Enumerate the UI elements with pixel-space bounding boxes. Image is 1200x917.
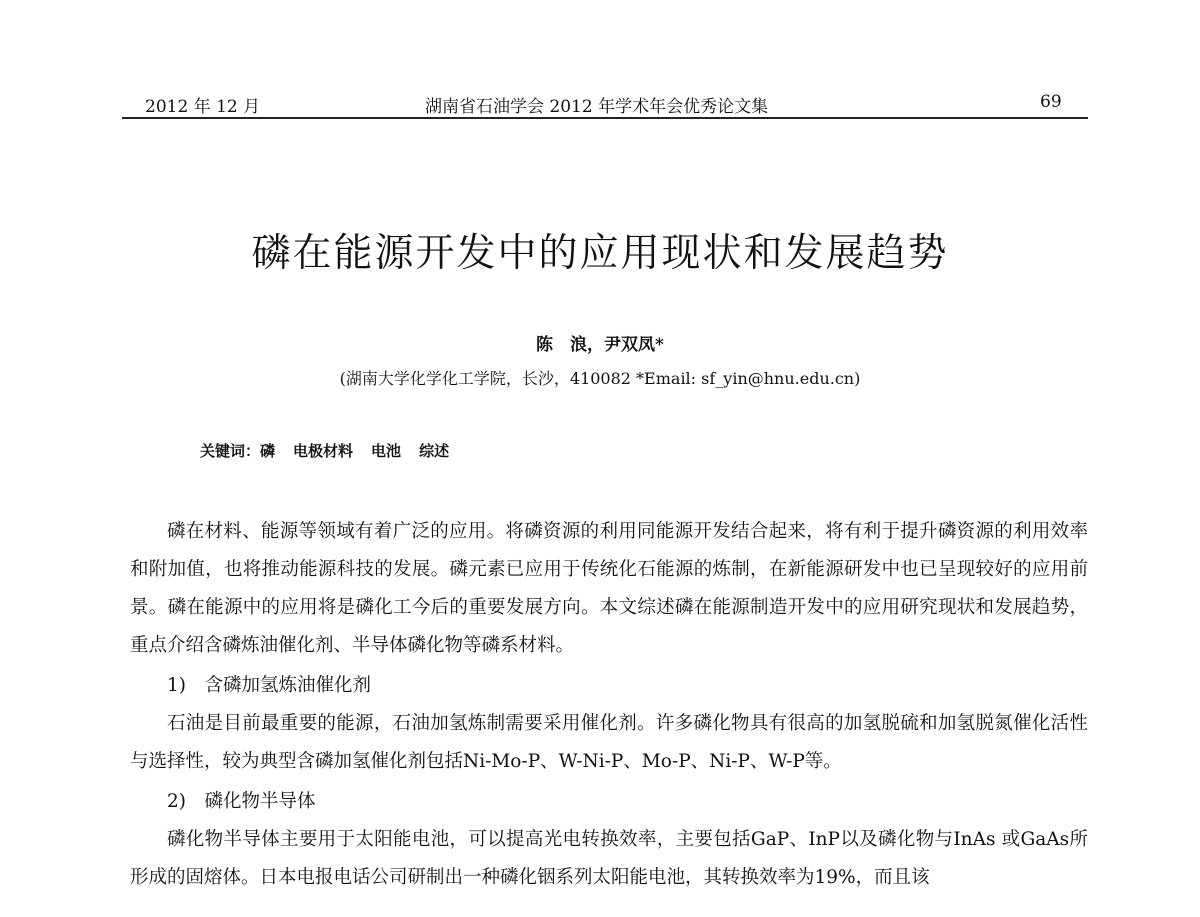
page-number: 69 <box>1040 92 1062 112</box>
paragraph-catalyst: 石油是目前最重要的能源，石油加氢炼制需要采用催化剂。许多磷化物具有很高的加氢脱硫和加氢脱氮催化活性与选择性，较为典型含磷加氢催化剂包括Ni-Mo-P、W-Ni-P、Mo-P、Ni-P、W-P等。 <box>130 713 1088 772</box>
keyword: 电极材料 <box>293 442 354 460</box>
affiliation: (湖南大学化学化工学院，长沙，410082 *Email: sf_yin@hnu.edu.cn) <box>339 369 861 388</box>
keywords <box>200 440 467 461</box>
keyword: 磷 <box>260 442 276 460</box>
body-text <box>130 513 1088 897</box>
keywords-label: 关键词： <box>200 442 261 460</box>
paragraph-semiconductor: 磷化物半导体主要用于太阳能电池，可以提高光电转换效率，主要包括GaP、InP以及磷化物与InAs 或GaAs所形成的固熔体。日本电报电话公司研制出一种磷化铟系列太阳能电池，其转换效率为19%，而且该 <box>130 829 1088 888</box>
page-title: 磷在能源开发中的应用现状和发展趋势 <box>251 231 949 276</box>
header-date: 2012 年 12 月 <box>145 97 261 117</box>
section-heading-2: 2) 磷化物半导体 <box>167 791 316 812</box>
header-journal: 湖南省石油学会 2012 年学术年会优秀论文集 <box>425 97 769 117</box>
keyword: 综述 <box>419 442 450 460</box>
paragraph-intro: 磷在材料、能源等领域有着广泛的应用。将磷资源的利用同能源开发结合起来，将有利于提升磷资源的利用效率和附加值，也将推动能源科技的发展。磷元素已应用于传统化石能源的炼制，在新能源研发中也已呈现较好的应用前景。磷在能源中的应用将是磷化工今后的重要发展方向。本文综述磷在能源制造开发中的应用研究现状和发展趋势，重点介绍含磷炼油催化剂、半导体磷化物等磷系材料。 <box>130 521 1088 656</box>
section-heading-1: 1) 含磷加氢炼油催化剂 <box>167 675 371 696</box>
authors: 陈 浪，尹双凤* <box>536 335 664 355</box>
header-rule <box>122 117 1088 119</box>
keyword: 电池 <box>371 442 402 460</box>
